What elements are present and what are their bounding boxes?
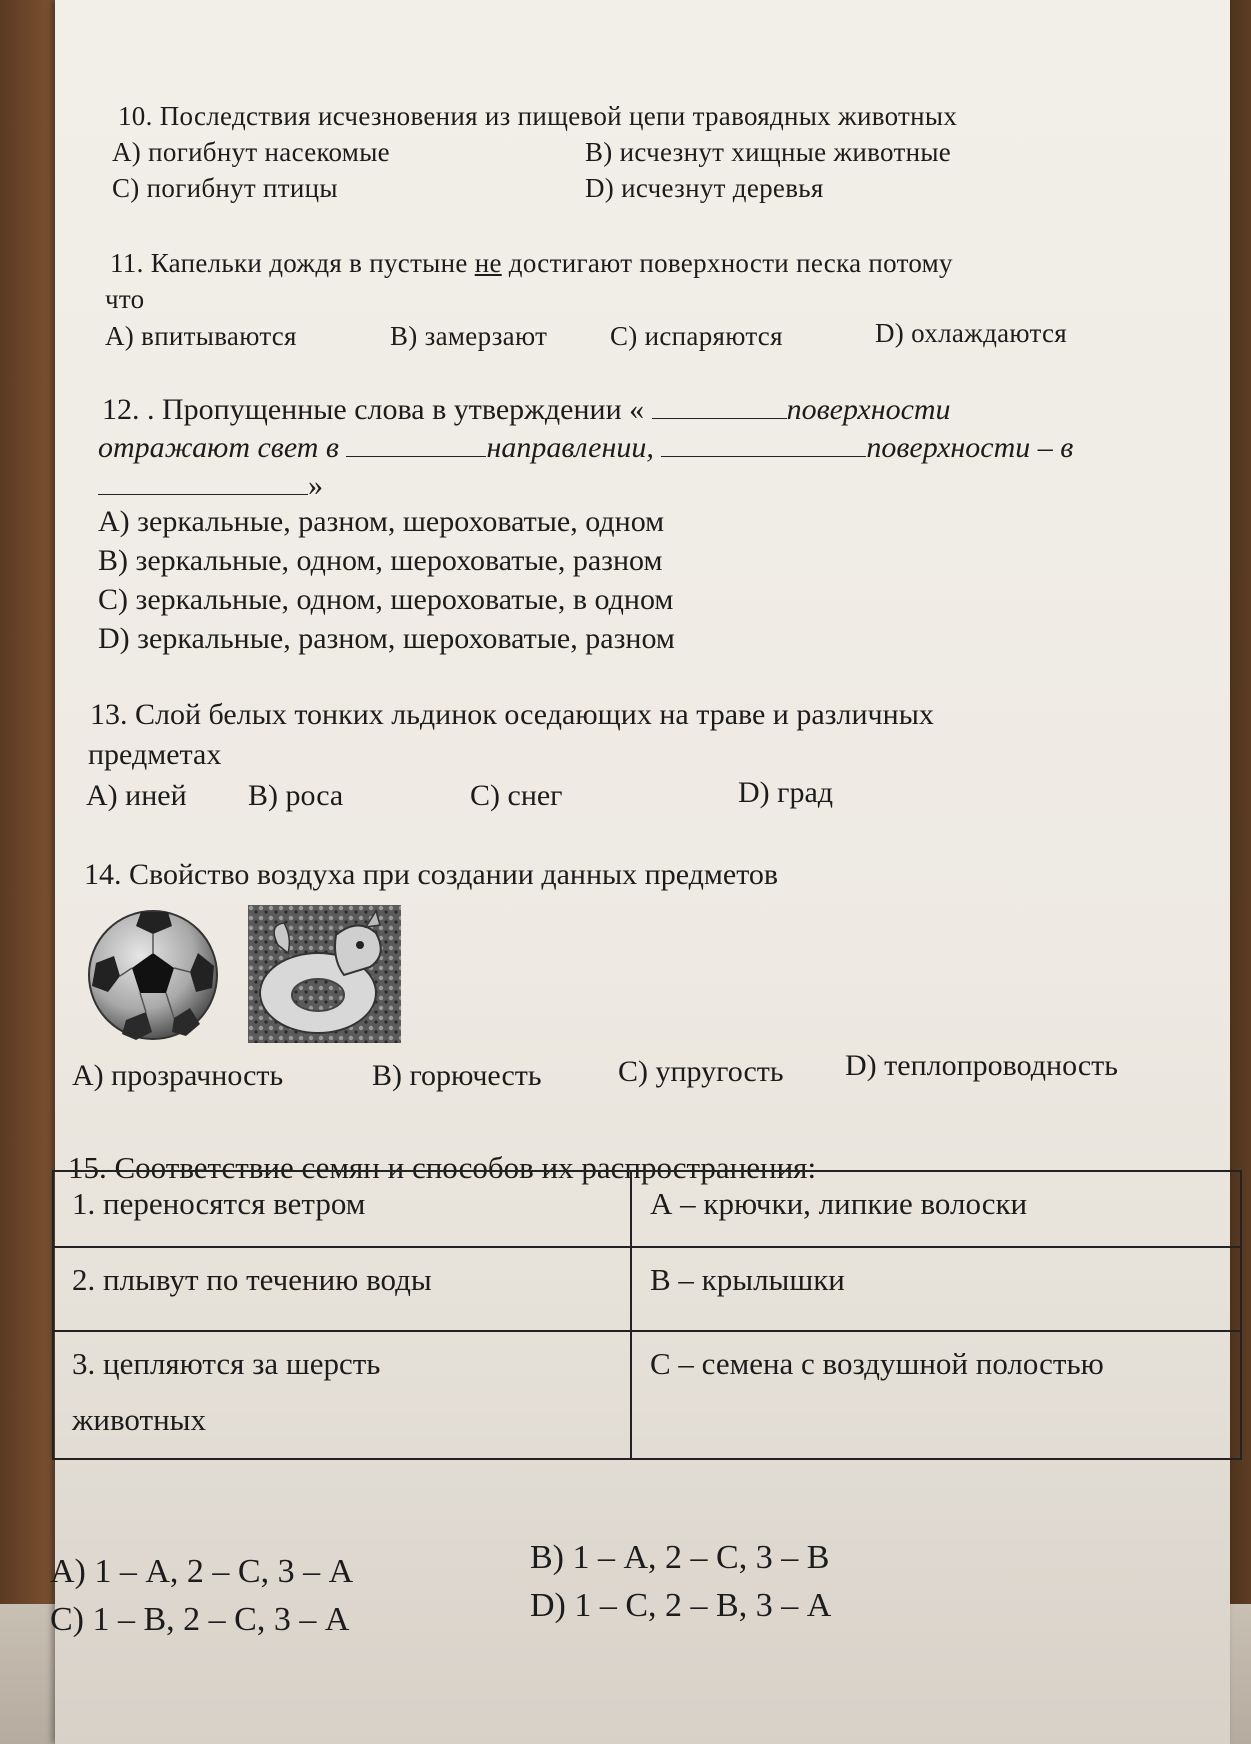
- question-11-option-a[interactable]: А) впитываются: [105, 321, 297, 351]
- blank-1[interactable]: [652, 392, 787, 419]
- question-10-option-d[interactable]: D) исчезнут деревья: [585, 173, 824, 203]
- question-12-option-c[interactable]: С) зеркальные, одном, шероховатые, в одном: [98, 583, 674, 616]
- question-15-option-c[interactable]: С) 1 – В, 2 – С, 3 – А: [50, 1601, 350, 1638]
- row-3-method: 3. цепляются за шерсть: [72, 1346, 381, 1381]
- question-14-text: 14. Свойство воздуха при создании данных предметов: [84, 858, 779, 891]
- question-15-option-d[interactable]: D) 1 – С, 2 – В, 3 – А: [530, 1587, 832, 1624]
- question-12-option-d[interactable]: D) зеркальные, разном, шероховатые, разном: [98, 622, 675, 655]
- row-1-feature: А – крючки, липкие волоски: [650, 1186, 1028, 1221]
- blank-3[interactable]: [661, 430, 866, 457]
- row-3-method-line2: животных: [72, 1402, 206, 1437]
- question-13-option-b[interactable]: В) роса: [248, 779, 344, 812]
- question-13-text-line2: предметах: [88, 738, 222, 771]
- question-11-option-c[interactable]: С) испаряются: [610, 321, 783, 351]
- row-2-feature: В – крылышки: [650, 1262, 845, 1297]
- question-13-option-a[interactable]: А) иней: [86, 779, 187, 812]
- question-13-option-c[interactable]: С) снег: [470, 779, 563, 812]
- question-11-text: [110, 245, 953, 281]
- question-13-text: 13. Слой белых тонких льдинок оседающих на траве и различных: [90, 698, 934, 731]
- table-cell-right: [631, 1171, 1241, 1247]
- question-12-word-2: отражают свет в: [98, 431, 339, 464]
- question-14-option-d[interactable]: D) теплопроводность: [845, 1049, 1118, 1082]
- question-15-option-a[interactable]: А) 1 – А, 2 – С, 3 – А: [50, 1553, 354, 1590]
- table-cell-right: [631, 1331, 1241, 1459]
- question-12-text: 12. . Пропущенные слова в утверждении «: [102, 393, 645, 426]
- question-10-option-b[interactable]: В) исчезнут хищные животные: [585, 137, 952, 167]
- question-11-text-start: 11. Капельки дождя в пустыне: [110, 248, 475, 278]
- table-cell-left: [53, 1331, 631, 1459]
- table-row: [53, 1247, 1241, 1331]
- blank-2[interactable]: [346, 430, 486, 457]
- question-10-option-c[interactable]: С) погибнут птицы: [112, 173, 338, 203]
- table-cell-left: [53, 1171, 631, 1247]
- question-12-word-3: направлении,: [486, 431, 654, 464]
- blank-4[interactable]: [98, 468, 308, 495]
- question-12-line2: [98, 430, 1073, 466]
- question-11-option-d[interactable]: D) охлаждаются: [875, 318, 1067, 348]
- table-cell-left: [53, 1247, 631, 1331]
- question-14-option-c[interactable]: С) упругость: [618, 1055, 784, 1088]
- question-12-line1: [102, 392, 951, 428]
- question-12-option-b[interactable]: В) зеркальные, одном, шероховатые, разном: [98, 544, 663, 577]
- matching-table: [52, 1170, 1242, 1460]
- row-2-method: 2. плывут по течению воды: [72, 1262, 432, 1297]
- question-12-line3: [98, 468, 323, 504]
- table-cell-right: [631, 1247, 1241, 1331]
- question-11-text-end: достигают поверхности песка потому: [501, 248, 953, 278]
- question-12-word-1: поверхности: [786, 393, 951, 426]
- soccer-ball-image: [86, 908, 221, 1043]
- row-3-feature: С – семена с воздушной полостью: [650, 1346, 1104, 1381]
- question-14-option-a[interactable]: А) прозрачность: [72, 1059, 284, 1092]
- table-row: [53, 1171, 1241, 1247]
- question-12-word-4: поверхности – в: [866, 431, 1074, 464]
- question-10-option-a[interactable]: А) погибнут насекомые: [112, 137, 390, 167]
- question-14-option-b[interactable]: В) горючесть: [372, 1059, 542, 1092]
- question-15-option-b[interactable]: В) 1 – А, 2 – С, 3 – В: [530, 1539, 830, 1576]
- inflatable-ring-image: [248, 905, 401, 1043]
- question-12-option-a[interactable]: А) зеркальные, разном, шероховатые, одном: [98, 505, 665, 538]
- question-13-option-d[interactable]: D) град: [738, 776, 834, 809]
- question-12-close-quote: »: [308, 469, 323, 502]
- question-15-text: 15. Соответствие семян и способов их распространения:: [68, 1150, 817, 1185]
- row-1-method: 1. переносятся ветром: [72, 1186, 366, 1221]
- question-10-text: 10. Последствия исчезновения из пищевой цепи травоядных животных: [118, 101, 958, 131]
- question-11-option-b[interactable]: В) замерзают: [390, 321, 548, 351]
- question-11-negation: не: [474, 248, 502, 278]
- question-11-text-line2: что: [105, 284, 145, 314]
- table-row: [53, 1331, 1241, 1459]
